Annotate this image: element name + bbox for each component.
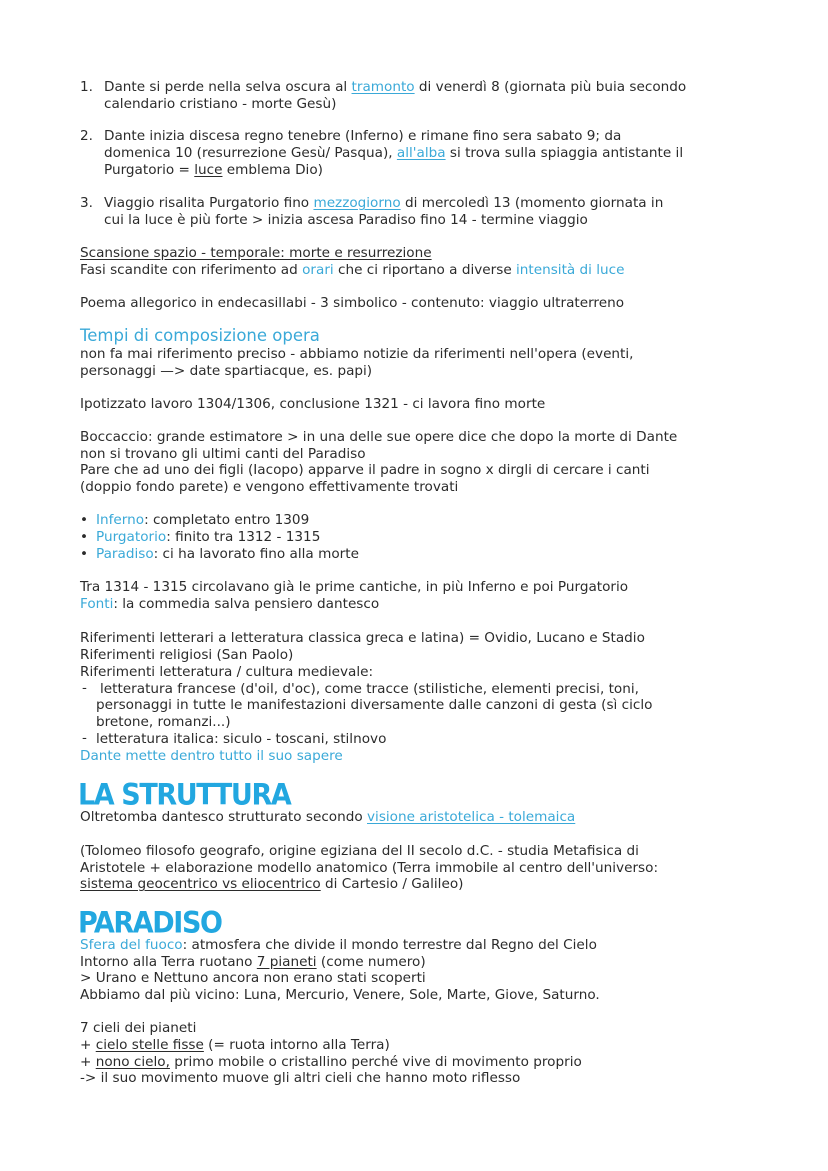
- heading-la-struttura: LA STRUTTURA: [78, 778, 291, 813]
- list-text: si trova sulla spiaggia antistante il: [445, 145, 684, 161]
- list-item-2: Dante inizia discesa regno tenebre (Inferno) e rimane fino sera sabato 9; da: [104, 128, 622, 144]
- tempi-text: (doppio fondo parete) e vengono effettivamente trovati: [80, 479, 459, 495]
- paradiso-text: [80, 954, 426, 971]
- circola-text: Tra 1314 - 1315 circolavano già le prime cantiche, in più Inferno e poi Purgatorio: [80, 579, 629, 595]
- keyword-sfera: Sfera del fuoco: [80, 937, 183, 953]
- list-item-inferno: [96, 512, 309, 529]
- list-item-paradiso: [96, 546, 359, 563]
- list-text: Viaggio risalita Purgatorio fino: [104, 195, 314, 211]
- text: che ci riportano a diverse: [333, 262, 517, 278]
- text: : ci ha lavorato fino alla morte: [153, 546, 359, 562]
- list-number: 2.: [80, 128, 93, 144]
- text: +: [80, 1037, 96, 1053]
- text: : atmosfera che divide il mondo terrestre dal Regno del Cielo: [182, 937, 597, 953]
- keyword-tramonto: tramonto: [351, 79, 415, 95]
- text: Oltretomba dantesco strutturato secondo: [80, 809, 367, 825]
- text: +: [80, 1054, 96, 1070]
- tempi-text: personaggi —> date spartiacque, es. papi): [80, 363, 373, 379]
- text: di Cartesio / Galileo): [320, 876, 464, 892]
- keyword-fonti: Fonti: [80, 596, 114, 612]
- fonti-text: [80, 596, 379, 613]
- riferimenti-text: Riferimenti letterari a letteratura classica greca e latina) = Ovidio, Lucano e Stadio: [80, 630, 645, 646]
- struttura-text: Aristotele + elaborazione modello anatomico (Terra immobile al centro dell'universo:: [80, 860, 659, 876]
- text: : completato entro 1309: [144, 512, 310, 528]
- text: : la commedia salva pensiero dantesco: [113, 596, 380, 612]
- list-item-2-cont: [104, 162, 323, 179]
- text: primo mobile o cristallino perché vive di movimento proprio: [169, 1054, 582, 1070]
- paradiso-text: -> il suo movimento muove gli altri cieli che hanno moto riflesso: [80, 1070, 521, 1086]
- section-title-tempi: Tempi di composizione opera: [80, 326, 320, 345]
- tempi-text: non si trovano gli ultimi canti del Paradiso: [80, 446, 366, 462]
- paradiso-text: 7 cieli dei pianeti: [80, 1020, 197, 1036]
- list-text: emblema Dio): [222, 162, 323, 178]
- paradiso-text: [80, 1037, 390, 1054]
- keyword-orari: orari: [302, 262, 334, 278]
- tempi-text: Ipotizzato lavoro 1304/1306, conclusione 1321 - ci lavora fino morte: [80, 396, 546, 412]
- riferimenti-dash-item: letteratura italica: siculo - toscani, stilnovo: [96, 731, 387, 747]
- dash-icon: -: [82, 730, 87, 746]
- list-item-2-cont: [104, 145, 683, 162]
- paradiso-text: Abbiamo dal più vicino: Luna, Mercurio, Venere, Sole, Marte, Giove, Saturno.: [80, 987, 600, 1003]
- list-text: Purgatorio =: [104, 162, 195, 178]
- paradiso-text: [80, 1054, 582, 1071]
- riferimenti-highlight: Dante mette dentro tutto il suo sapere: [80, 748, 343, 764]
- text: : finito tra 1312 - 1315: [166, 529, 321, 545]
- poema-text: Poema allegorico in endecasillabi - 3 simbolico - contenuto: viaggio ultraterreno: [80, 295, 625, 311]
- keyword-paradiso: Paradiso: [96, 546, 154, 562]
- keyword-mezzogiorno: mezzogiorno: [313, 195, 401, 211]
- keyword-intensita: intensità di luce: [516, 262, 625, 278]
- riferimenti-dash-item: bretone, romanzi...): [96, 714, 231, 730]
- keyword-stelle-fisse: cielo stelle fisse: [95, 1037, 204, 1053]
- keyword-purgatorio: Purgatorio: [96, 529, 167, 545]
- tempi-text: Pare che ad uno dei figli (Iacopo) apparve il padre in sogno x dirgli di cercare i canti: [80, 462, 650, 478]
- riferimenti-text: Riferimenti letteratura / cultura medievale:: [80, 664, 374, 680]
- list-text: di mercoledì 13 (momento giornata in: [400, 195, 664, 211]
- list-number: 3.: [80, 195, 93, 211]
- text: (= ruota intorno alla Terra): [203, 1037, 390, 1053]
- text: Intorno alla Terra ruotano: [80, 954, 257, 970]
- bullet-icon: •: [80, 529, 89, 545]
- bullet-icon: •: [80, 512, 89, 528]
- riferimenti-dash-item: personaggi in tutte le manifestazioni diversamente dalle canzoni di gesta (sì ciclo: [96, 697, 653, 713]
- list-item-purgatorio: [96, 529, 320, 546]
- heading-paradiso: PARADISO: [78, 906, 222, 941]
- dash-icon: -: [82, 680, 87, 696]
- list-text: di venerdì 8 (giornata più buia secondo: [414, 79, 687, 95]
- list-item-1-cont: calendario cristiano - morte Gesù): [104, 96, 337, 112]
- text: (come numero): [316, 954, 426, 970]
- text: Fasi scandite con riferimento ad: [80, 262, 303, 278]
- scansione-text: [80, 262, 625, 279]
- section-title-scansione: Scansione spazio - temporale: morte e resurrezione: [80, 245, 432, 261]
- tempi-text: Boccaccio: grande estimatore > in una delle sue opere dice che dopo la morte di Dante: [80, 429, 678, 445]
- keyword-luce: luce: [194, 162, 223, 178]
- list-text: Dante si perde nella selva oscura al: [104, 79, 352, 95]
- struttura-text: (Tolomeo filosofo geografo, origine egiziana del II secolo d.C. - studia Metafisica di: [80, 843, 639, 859]
- riferimenti-text: Riferimenti religiosi (San Paolo): [80, 647, 294, 663]
- keyword-pianeti: 7 pianeti: [256, 954, 317, 970]
- list-item-3: [104, 195, 663, 212]
- paradiso-text: [80, 937, 597, 954]
- keyword-inferno: Inferno: [96, 512, 145, 528]
- keyword-visione: visione aristotelica - tolemaica: [367, 809, 576, 825]
- riferimenti-dash-item: letteratura francese (d'oil, d'oc), come tracce (stilistiche, elementi precisi, toni,: [100, 681, 639, 697]
- list-item-1: [104, 79, 686, 96]
- list-number: 1.: [80, 79, 93, 95]
- struttura-text: [80, 876, 463, 893]
- keyword-alba: all'alba: [396, 145, 446, 161]
- bullet-icon: •: [80, 546, 89, 562]
- keyword-nono-cielo: nono cielo,: [95, 1054, 170, 1070]
- struttura-text: [80, 809, 575, 826]
- paradiso-text: > Urano e Nettuno ancora non erano stati scoperti: [80, 970, 426, 986]
- keyword-sistema: sistema geocentrico vs eliocentrico: [80, 876, 321, 892]
- list-text: domenica 10 (resurrezione Gesù/ Pasqua),: [104, 145, 397, 161]
- tempi-text: non fa mai riferimento preciso - abbiamo notizie da riferimenti nell'opera (eventi,: [80, 346, 634, 362]
- list-item-3-cont: cui la luce è più forte > inizia ascesa Paradiso fino 14 - termine viaggio: [104, 212, 588, 228]
